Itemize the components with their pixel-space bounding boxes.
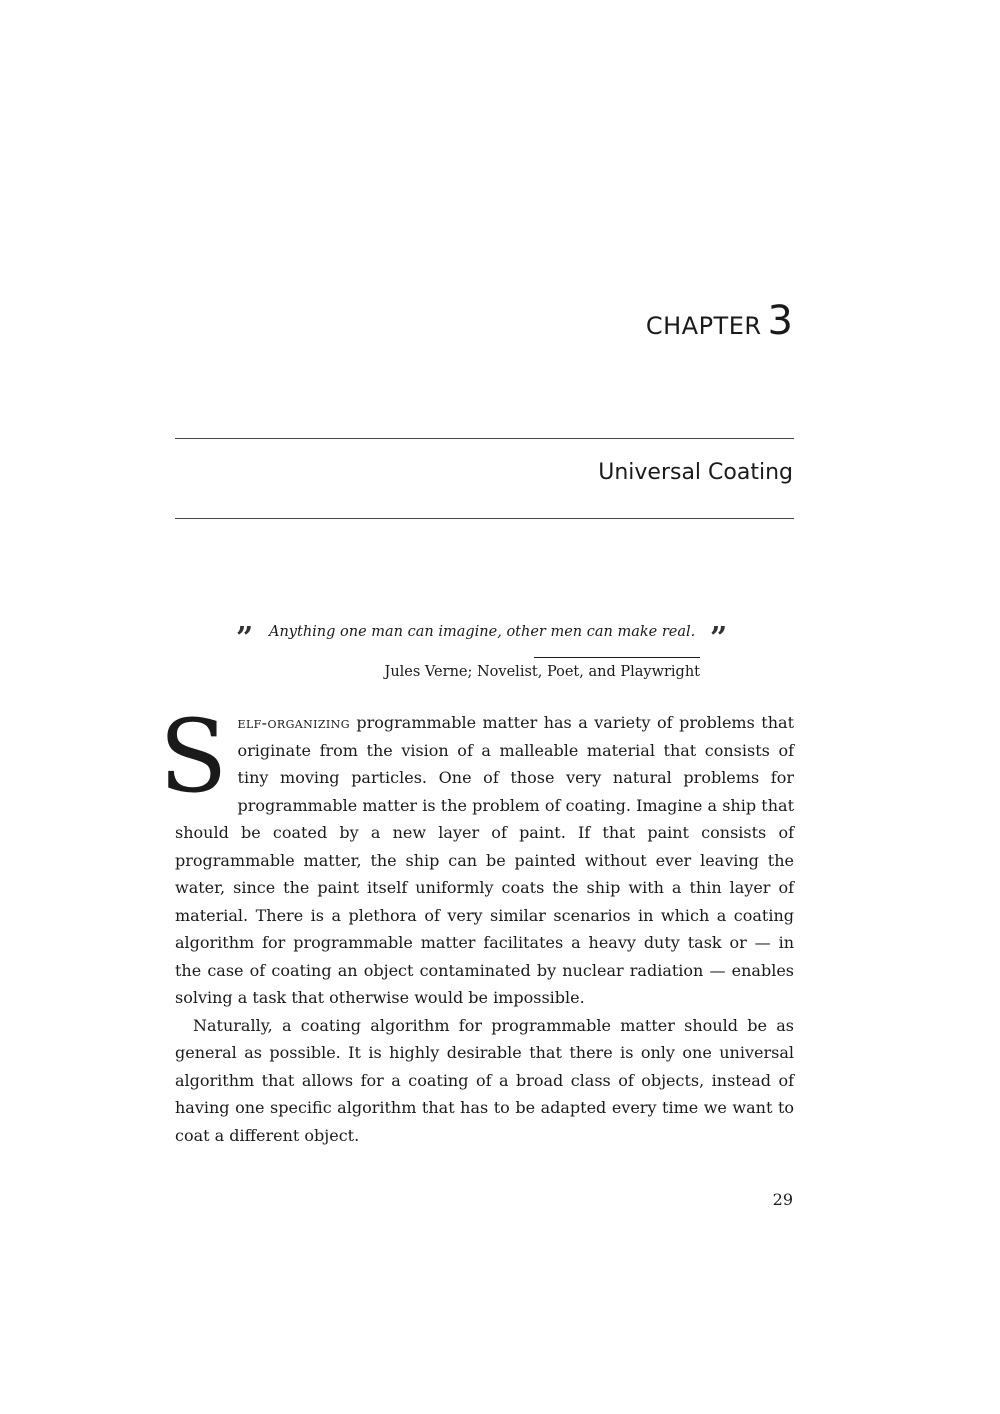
chapter-title: Universal Coating — [598, 460, 793, 485]
paragraph-1 — [159, 698, 794, 1012]
open-quote-icon: ” — [236, 621, 254, 656]
close-quote-icon: ” — [710, 621, 728, 656]
title-rule-bottom — [175, 518, 794, 519]
dropcap-letter: S — [159, 698, 228, 815]
chapter-label: CHAPTER — [645, 312, 762, 340]
epigraph-attribution: Jules Verne; Novelist, Poet, and Playwright — [384, 664, 700, 680]
chapter-heading — [646, 298, 793, 344]
attribution-rule — [534, 657, 700, 658]
paragraph-1-text: programmable matter has a variety of problems that originate from the vision of a malleable material that consists of tiny moving particles. One of those very natural problems for programmable matter is the problem of coating. Imagine a ship that should be coated by a new layer of paint. If that paint consists of programmable matter, the ship can be painted without ever leaving the water, since the paint itself uniformly coats the ship with a thin layer of material. There is a plethora of very similar scenarios in which a coating algorithm for programmable matter facilitates a heavy duty task or — in the case of coating an object contaminated by nuclear radiation — enables solving a task that otherwise would be impossible. — [175, 713, 794, 1007]
chapter-number: 3 — [767, 298, 793, 344]
paragraph-2: Naturally, a coating algorithm for programmable matter should be as general as possible. It is highly desirable that there is only one universal algorithm that allows for a coating of a broad class of objects, instead of having one specific algorithm that has to be adapted every time we want to coat a different object. — [175, 1015, 794, 1145]
smallcaps-lead: elf-organizing — [237, 713, 350, 732]
page-number: 29 — [772, 1190, 793, 1209]
title-rule-top — [175, 438, 794, 439]
epigraph-text: Anything one man can imagine, other men can make real. — [269, 624, 696, 640]
chapter-body — [159, 698, 794, 1149]
